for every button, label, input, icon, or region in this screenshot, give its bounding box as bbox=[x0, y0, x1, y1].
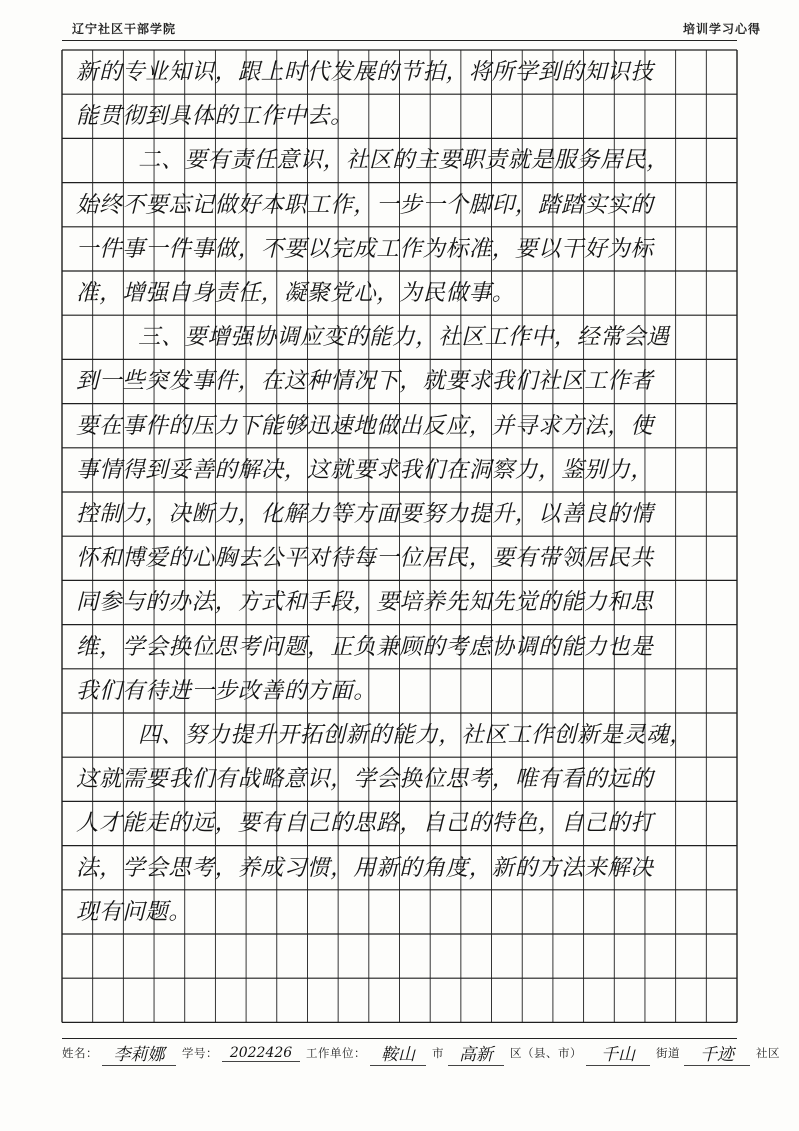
name-value: 李莉娜 bbox=[102, 1040, 176, 1066]
work-unit-label: 工作单位： bbox=[306, 1046, 366, 1060]
handwritten-line: 人才能走的远，要有自己的思路，自己的特色，自己的打 bbox=[76, 810, 654, 837]
community-label: 社区 bbox=[756, 1046, 780, 1060]
district-label: 区（县、市） bbox=[510, 1046, 582, 1060]
handwritten-line: 法，学会思考，养成习惯，用新的角度，新的方法来解决 bbox=[76, 854, 654, 881]
handwritten-line: 准，增强自身责任，凝聚党心，为民做事。 bbox=[76, 280, 515, 306]
handwritten-line: 这就需要我们有战略意识，学会换位思考，唯有看的远的 bbox=[76, 766, 654, 793]
handwritten-line: 我们有待进一步改善的方面。 bbox=[76, 677, 377, 704]
street-value: 千山 bbox=[586, 1040, 650, 1066]
handwritten-line: 要在事件的压力下能够迅速地做出反应，并寻求方法，使 bbox=[76, 412, 654, 439]
handwritten-line: 能贯彻到具体的工作中去。 bbox=[76, 103, 354, 130]
handwritten-line: 怀和博爱的心胸去公平对待每一位居民，要有带领居民共 bbox=[76, 545, 654, 572]
handwritten-line: 三、要增强协调应变的能力，社区工作中，经常会遇 bbox=[138, 324, 670, 351]
handwritten-line: 控制力，决断力，化解力等方面要努力提升，以善良的情 bbox=[76, 501, 654, 527]
student-id-label: 学号： bbox=[182, 1046, 218, 1060]
handwritten-line: 二、要有责任意识，社区的主要职责就是服务居民， bbox=[138, 147, 670, 174]
handwritten-line: 同参与的办法，方式和手段，要培养先知先觉的能力和思 bbox=[76, 589, 654, 616]
city-label: 市 bbox=[432, 1046, 444, 1060]
institution-title: 辽宁社区干部学院 bbox=[72, 22, 177, 36]
document-type-title: 培训学习心得 bbox=[682, 22, 761, 36]
name-label: 姓名： bbox=[62, 1046, 98, 1060]
city-value: 鞍山 bbox=[370, 1040, 426, 1066]
handwritten-line: 现有问题。 bbox=[76, 898, 192, 925]
handwritten-line: 事情得到妥善的解决，这就要求我们在洞察力，鉴别力， bbox=[76, 456, 654, 483]
handwritten-line: 一件事一件事做，不要以完成工作为标准，要以干好为标 bbox=[76, 235, 654, 262]
district-value: 高新 bbox=[448, 1040, 504, 1066]
handwritten-line: 四、努力提升开拓创新的能力，社区工作创新是灵魂， bbox=[138, 722, 693, 748]
footer-info bbox=[62, 1040, 780, 1066]
handwritten-line: 新的专业知识，跟上时代发展的节拍，将所学到的知识技 bbox=[76, 59, 654, 85]
student-id-value: 2022426 bbox=[222, 1045, 300, 1062]
handwritten-line: 始终不要忘记做好本职工作，一步一个脚印，踏踏实实的 bbox=[76, 191, 654, 218]
footer-rule bbox=[62, 1038, 737, 1039]
handwritten-line: 到一些突发事件，在这种情况下，就要求我们社区工作者 bbox=[76, 368, 654, 395]
community-value: 千迹 bbox=[684, 1040, 750, 1066]
street-label: 街道 bbox=[656, 1046, 680, 1060]
handwritten-line: 维，学会换位思考问题，正负兼顾的考虑协调的能力也是 bbox=[76, 633, 654, 660]
